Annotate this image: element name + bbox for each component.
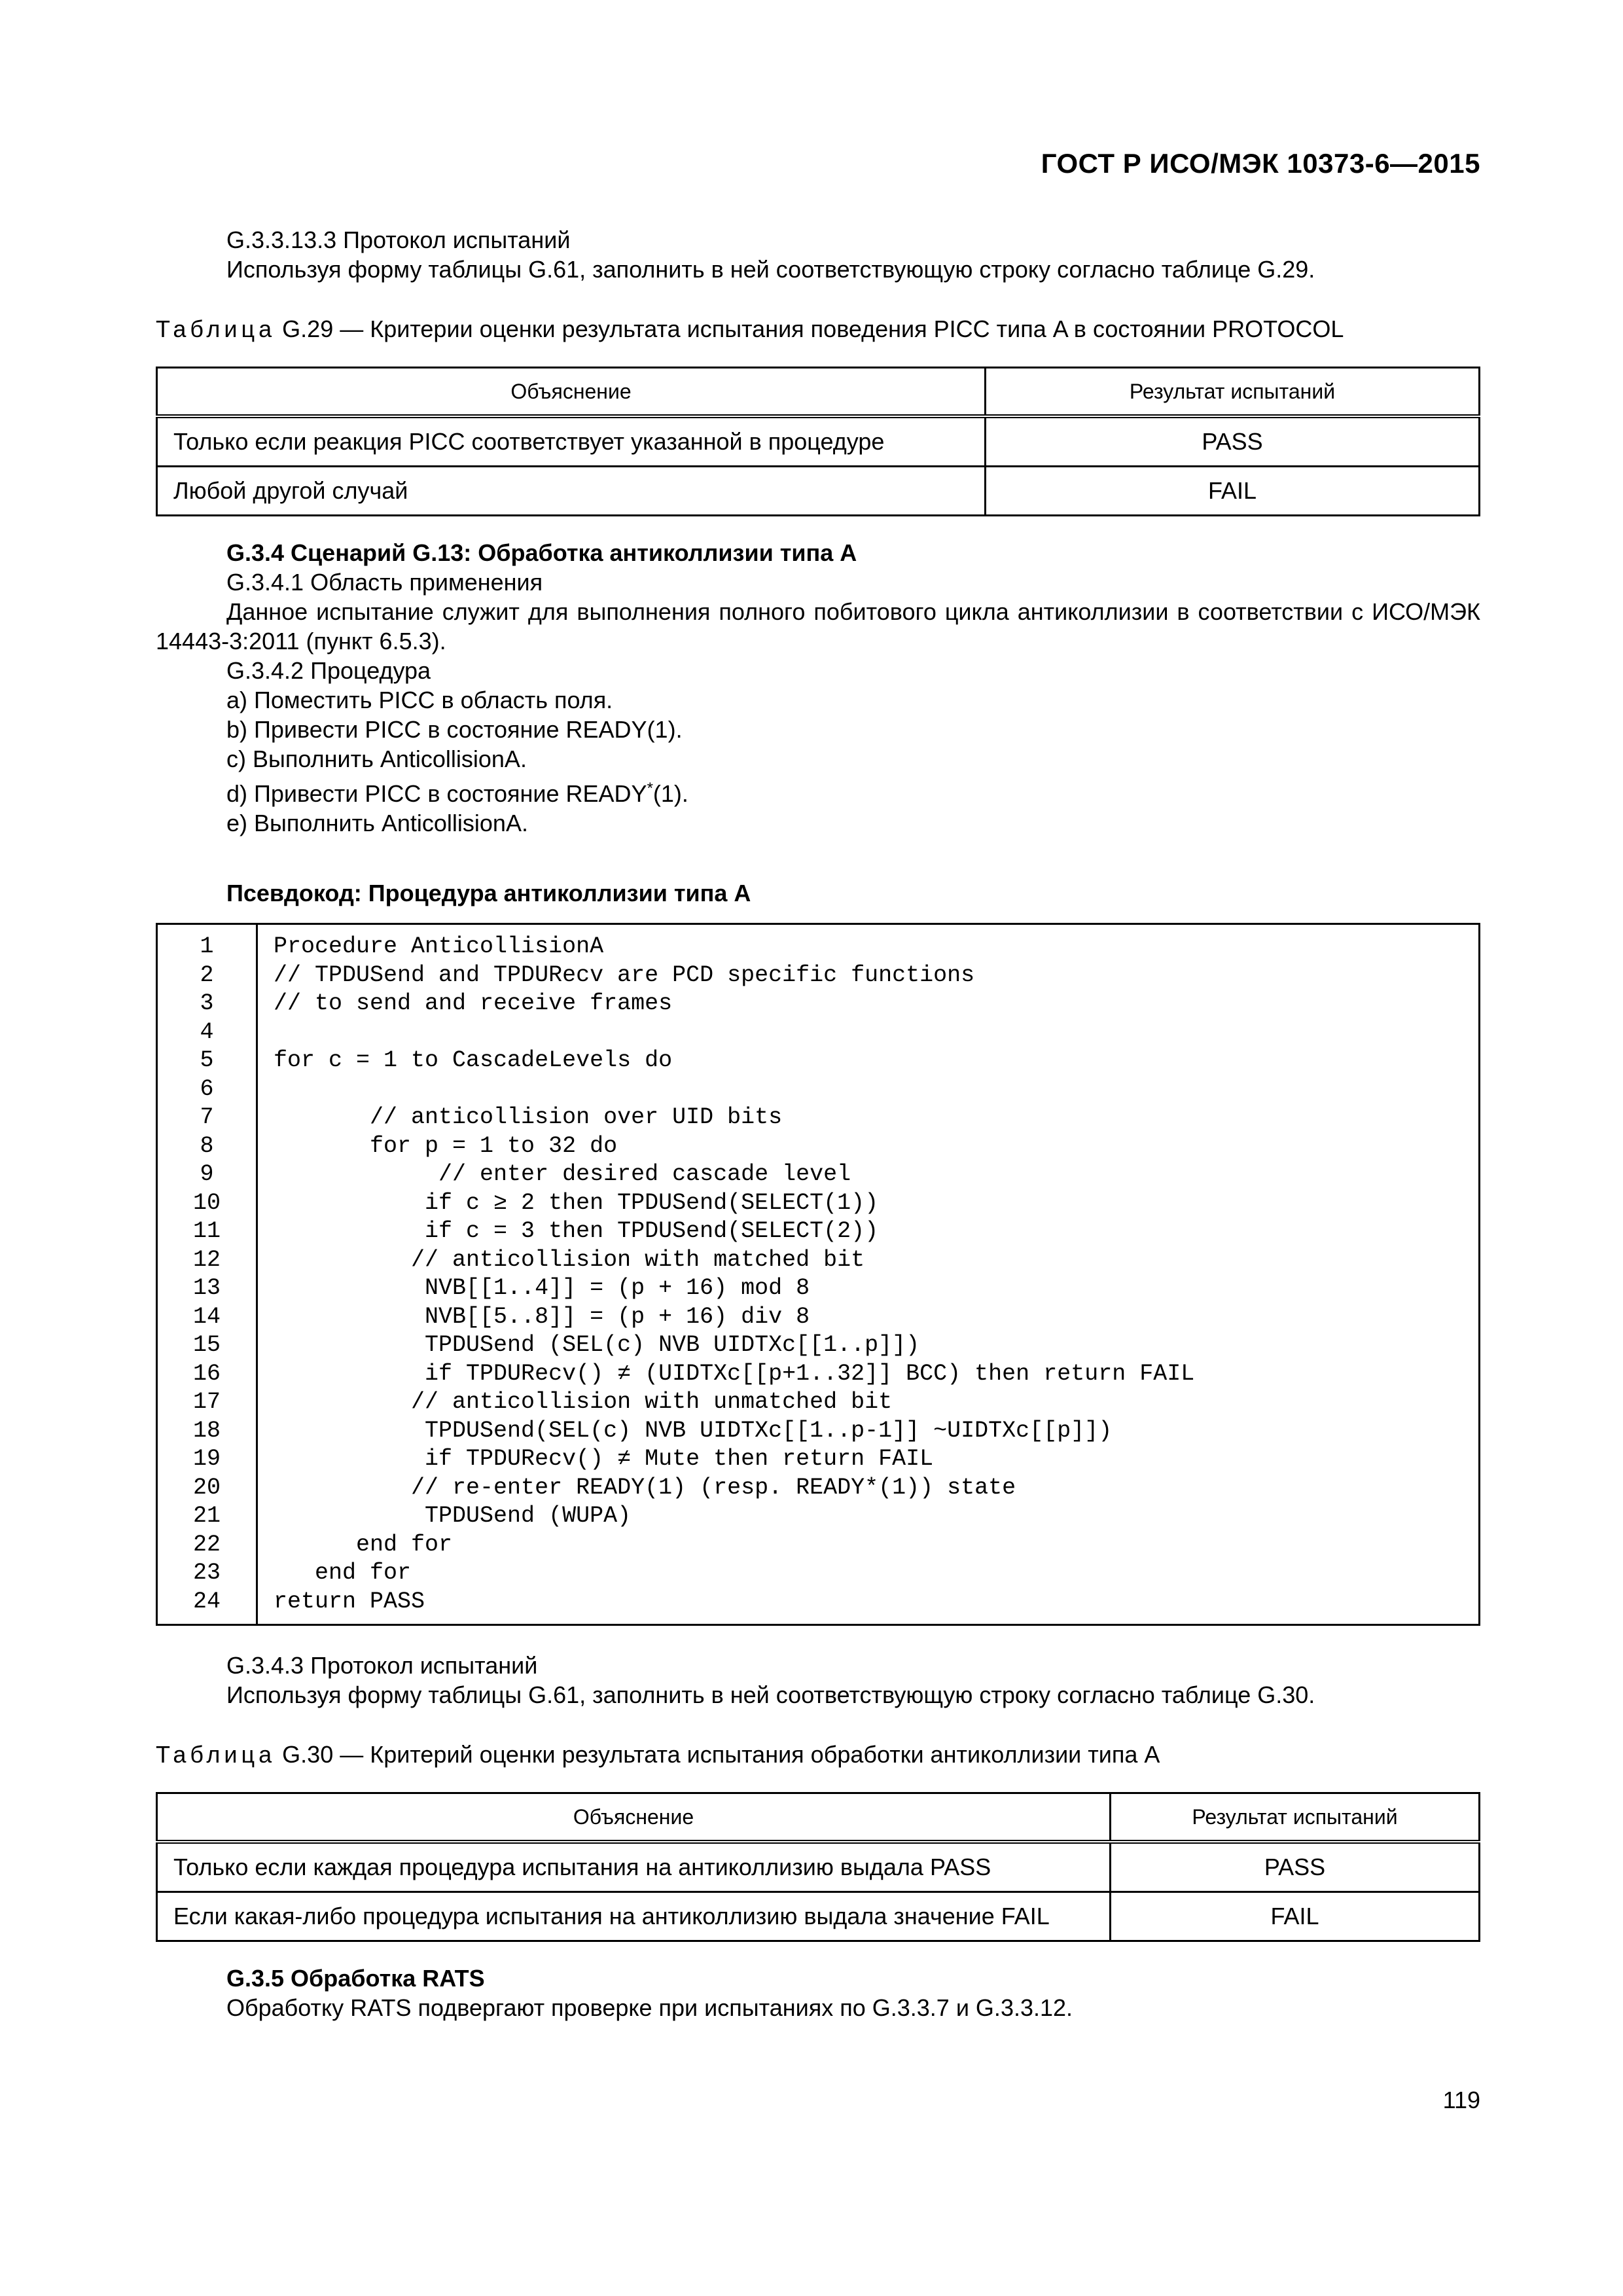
line-number: 6 <box>200 1075 214 1102</box>
code-line: if c = 3 then TPDUSend(SELECT(2)) <box>274 1218 879 1244</box>
table-cell: PASS <box>986 416 1480 467</box>
code-line <box>274 1075 1478 1104</box>
procedure-step: c) Выполнить AnticollisionA. <box>226 745 527 772</box>
line-number: 15 <box>192 1332 221 1358</box>
code-line: TPDUSend (WUPA) <box>274 1503 632 1529</box>
code-line: TPDUSend(SEL(c) NVB UIDTXc[[1..p-1]] ~UIDTXc[[p]]) <box>274 1417 1113 1444</box>
line-number: 11 <box>192 1218 221 1244</box>
procedure-step <box>156 774 1480 808</box>
code-line: NVB[[1..4]] = (p + 16) mod 8 <box>274 1275 810 1301</box>
code-line: if c ≥ 2 then TPDUSend(SELECT(1)) <box>274 1189 879 1216</box>
superscript-mark: * <box>647 780 653 797</box>
code-line: for p = 1 to 32 do <box>274 1132 618 1159</box>
code-line: if TPDURecv() ≠ (UIDTXc[[p+1..32]] BCC) then return FAIL <box>274 1360 1195 1387</box>
line-number: 8 <box>200 1132 214 1159</box>
section-heading: G.3.4 Сценарий G.13: Обработка антиколлизии типа A <box>226 539 857 566</box>
table-caption-word: Таблица <box>156 315 276 342</box>
table-cell: Только если реакция PICC соответствует указанной в процедуре <box>157 416 986 467</box>
code-line: // to send and receive frames <box>274 990 673 1016</box>
page-number: 119 <box>1442 2087 1480 2113</box>
line-number: 10 <box>192 1189 221 1216</box>
table-cell: FAIL <box>1111 1892 1480 1941</box>
code-line: // anticollision with matched bit <box>274 1246 865 1273</box>
line-number: 19 <box>192 1446 221 1472</box>
section-heading: G.3.5 Обработка RATS <box>226 1965 485 1992</box>
line-number: 3 <box>200 990 214 1016</box>
code-line: // re-enter READY(1) (resp. READY*(1)) state <box>274 1474 1016 1501</box>
document-standard-header: ГОСТ Р ИСО/МЭК 10373-6—2015 <box>1041 148 1480 179</box>
section-text: Используя форму таблицы G.61, заполнить в ней соответствующую строку согласно таблице G.30. <box>226 1681 1315 1708</box>
line-number: 9 <box>200 1161 214 1187</box>
line-number: 23 <box>192 1560 221 1586</box>
table-g29 <box>156 367 1480 516</box>
pseudocode-block <box>156 923 1480 1626</box>
table-cell: Любой другой случай <box>157 467 986 516</box>
table-row <box>157 467 1480 516</box>
code-line: end for <box>274 1531 453 1558</box>
line-number: 2 <box>200 961 214 988</box>
line-number: 20 <box>192 1474 221 1501</box>
table-caption-text: G.29 — Критерии оценки результата испытания поведения PICC типа A в состоянии PROTOCOL <box>282 315 1344 342</box>
line-number: 7 <box>200 1104 214 1130</box>
table-header-cell: Объяснение <box>157 368 986 417</box>
line-number: 1 <box>200 933 214 960</box>
section-heading: G.3.3.13.3 Протокол испытаний <box>226 226 571 253</box>
section-g33133 <box>156 225 1480 284</box>
line-number: 14 <box>192 1303 221 1330</box>
code-line: Procedure AnticollisionA <box>274 933 604 960</box>
section-g343 <box>156 1651 1480 1710</box>
table-row <box>157 1842 1480 1892</box>
subsection-heading: G.3.4.2 Процедура <box>226 657 431 684</box>
section-g35 <box>156 1964 1480 2022</box>
code-line: NVB[[5..8]] = (p + 16) div 8 <box>274 1303 810 1330</box>
step-text: d) Привести PICC в состояние READY <box>226 780 647 807</box>
table-header-row <box>157 1793 1480 1842</box>
code-line: // anticollision over UID bits <box>274 1104 783 1130</box>
procedure-step: b) Привести PICC в состояние READY(1). <box>226 716 683 743</box>
procedure-step: a) Поместить PICC в область поля. <box>226 687 613 713</box>
line-number: 4 <box>200 1018 214 1045</box>
table-header-row <box>157 368 1480 417</box>
line-number: 13 <box>192 1275 221 1301</box>
table-g29-caption <box>156 314 1480 344</box>
code-line: // enter desired cascade level <box>274 1161 851 1187</box>
table-cell: PASS <box>1111 1842 1480 1892</box>
section-g34 <box>156 538 1480 838</box>
table-row <box>157 416 1480 467</box>
code-line: // anticollision with unmatched bit <box>274 1389 893 1415</box>
section-paragraph: Данное испытание служит для выполнения полного побитового цикла антиколлизии в соответствии с ИСО/МЭК 14443-3:2011 (пункт 6.5.3). <box>156 598 1480 655</box>
table-caption-text: G.30 — Критерий оценки результата испытания обработки антиколлизии типа A <box>282 1741 1160 1768</box>
line-number: 21 <box>192 1503 221 1529</box>
line-number: 12 <box>192 1246 221 1273</box>
line-number: 24 <box>192 1588 221 1615</box>
line-number: 5 <box>200 1047 214 1073</box>
code-line: return PASS <box>274 1588 425 1615</box>
code-column <box>258 925 1478 1624</box>
code-line <box>274 1018 1478 1047</box>
table-g30-caption <box>156 1740 1480 1769</box>
procedure-step: e) Выполнить AnticollisionA. <box>226 810 528 836</box>
line-number-column <box>158 925 258 1624</box>
table-cell: FAIL <box>986 467 1480 516</box>
code-line: // TPDUSend and TPDURecv are PCD specific functions <box>274 961 975 988</box>
code-line: for c = 1 to CascadeLevels do <box>274 1047 673 1073</box>
line-number: 22 <box>192 1531 221 1558</box>
step-text: (1). <box>652 780 688 807</box>
code-line: TPDUSend (SEL(c) NVB UIDTXc[[1..p]]) <box>274 1332 920 1358</box>
pseudocode-title: Псевдокод: Процедура антиколлизии типа A <box>226 880 751 906</box>
table-header-cell: Объяснение <box>157 1793 1111 1842</box>
table-cell: Если какая-либо процедура испытания на антиколлизию выдала значение FAIL <box>157 1892 1111 1941</box>
code-line: end for <box>274 1560 412 1586</box>
table-header-cell: Результат испытаний <box>1111 1793 1480 1842</box>
section-heading: G.3.4.3 Протокол испытаний <box>226 1652 538 1679</box>
section-text: Обработку RATS подвергают проверке при испытаниях по G.3.3.7 и G.3.3.12. <box>226 1994 1073 2021</box>
line-number: 17 <box>192 1389 221 1415</box>
subsection-heading: G.3.4.1 Область применения <box>226 569 543 596</box>
line-number: 18 <box>192 1417 221 1444</box>
table-caption-word: Таблица <box>156 1741 276 1768</box>
table-g30 <box>156 1792 1480 1942</box>
line-number: 16 <box>192 1360 221 1387</box>
section-text: Используя форму таблицы G.61, заполнить в ней соответствующую строку согласно таблице G.29. <box>226 256 1315 283</box>
table-row <box>157 1892 1480 1941</box>
table-cell: Только если каждая процедура испытания на антиколлизию выдала PASS <box>157 1842 1111 1892</box>
table-header-cell: Результат испытаний <box>986 368 1480 417</box>
code-line: if TPDURecv() ≠ Mute then return FAIL <box>274 1446 934 1472</box>
